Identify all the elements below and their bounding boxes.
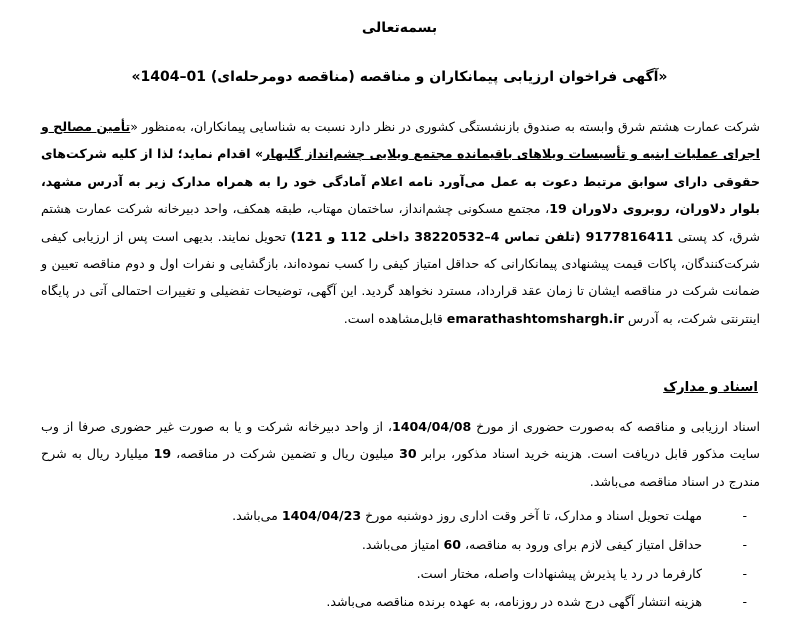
list-dash: -	[742, 536, 747, 552]
list-item-text: حداقل امتیاز کیفی لازم برای ورود به مناقصه،	[460, 536, 702, 552]
list-dash: -	[742, 565, 747, 581]
list-item-value: 60	[443, 536, 461, 552]
announcement-title: «آگهی فراخوان ارزیابی پیمانکاران و مناقصه (مناقصه دومرحله‌ای) 01–1404»	[131, 69, 668, 85]
intro-paragraph	[41, 113, 760, 332]
website-link[interactable]: emarathashtomshargh.ir	[446, 310, 624, 326]
intro-text-3: ، مجتمع مسکونی چشم‌انداز، ساختمان مهتاب، طبقه همکف، واحد دبیرخانه شرکت عمارت هشتم شرق، کد پستی	[41, 201, 760, 244]
conditions-list	[41, 502, 747, 617]
docs-text-3: میلیون ریال و تضمین شرکت در مناقصه،	[171, 446, 400, 462]
docs-text-2: ، از واحد دبیرخانه شرکت و یا به صورت غیر حضوری صرفا از وب سایت مذکور قابل دریافت است. هزینه خرید اسناد مذکور، برابر	[41, 419, 760, 462]
list-item-text: هزینه انتشار آگهی درج شده در روزنامه، به عهده برنده مناقصه می‌باشد.	[326, 594, 702, 610]
docs-start-date: 1404/04/08	[391, 419, 472, 434]
basmala-heading: بسمه‌تعالی	[361, 20, 438, 36]
documents-paragraph	[41, 413, 760, 495]
list-item	[41, 531, 747, 560]
docs-guarantee-amount: 19	[153, 446, 172, 462]
list-item-text: کارفرما در رد یا پذیرش پیشنهادات واصله، مختار است.	[416, 565, 702, 581]
intro-text-5: قابل‌مشاهده است.	[343, 310, 447, 326]
intro-project-name: تأمین مصالح و اجرای عملیات ابنیه و تأسیسات ویلاهای باقیمانده مجتمع ویلایی چشم‌انداز گلبهار	[41, 119, 760, 162]
list-dash: -	[742, 594, 747, 610]
intro-text-4: تحویل نمایند. بدیهی است پس از ارزیابی کیفی شرکت‌کنندگان، پاکات قیمت پیشنهادی پیمانکارانی که حداقل امتیاز کیفی را کسب نموده‌اند، بازگشایی و نفرات اول و دوم مناقصه تعیین و ضمانت شرکت در مناقصه ایشان تا زمان عقد قرارداد، مسترد نخواهد گردید. این آگهی، توضیحات تفضیلی و تغییرات احتمالی آتی در پایگاه اینترنتی شرکت، به آدرس	[41, 228, 760, 326]
list-item	[41, 502, 747, 531]
intro-street-number: 19	[549, 201, 567, 217]
intro-text-2: » اقدام نماید؛ لذا از کلیه شرکت‌های حقوقی دارای سوابق مرتبط دعوت به عمل می‌آورد نامه اعلام آمادگی خود را به همراه مدارک زیر به آدرس مشهد، بلوار دلاوران، روبروی دلاوران	[41, 146, 760, 217]
list-item	[41, 560, 747, 589]
list-dash: -	[742, 508, 747, 523]
documents-section-title: اسناد و مدارک	[663, 380, 758, 395]
intro-text-1: شرکت عمارت هشتم شرق وابسته به صندوق بازنشستگی کشوری در نظر دارد نسبت به شناسایی پیمانکاران، به‌منظور «	[130, 119, 760, 134]
list-item	[41, 588, 747, 617]
list-item-text-end: می‌باشد.	[232, 508, 282, 523]
docs-text-4: میلیارد ریال به شرح مندرج در اسناد مناقصه می‌باشد.	[41, 446, 760, 489]
list-item-text-end: امتیاز می‌باشد.	[361, 536, 444, 552]
docs-fee-amount: 30	[399, 446, 417, 462]
docs-text-1: اسناد ارزیابی و مناقصه که به‌صورت حضوری از مورخ	[471, 419, 761, 434]
list-item-text: مهلت تحویل اسناد و مدارک، تا آخر وقت اداری روز دوشنبه مورخ	[361, 508, 702, 523]
list-item-value: 1404/04/23	[281, 508, 362, 523]
intro-postal-phone: 9177816411 (تلفن تماس 4–38220532 داخلی 112 و 121)	[290, 228, 674, 244]
